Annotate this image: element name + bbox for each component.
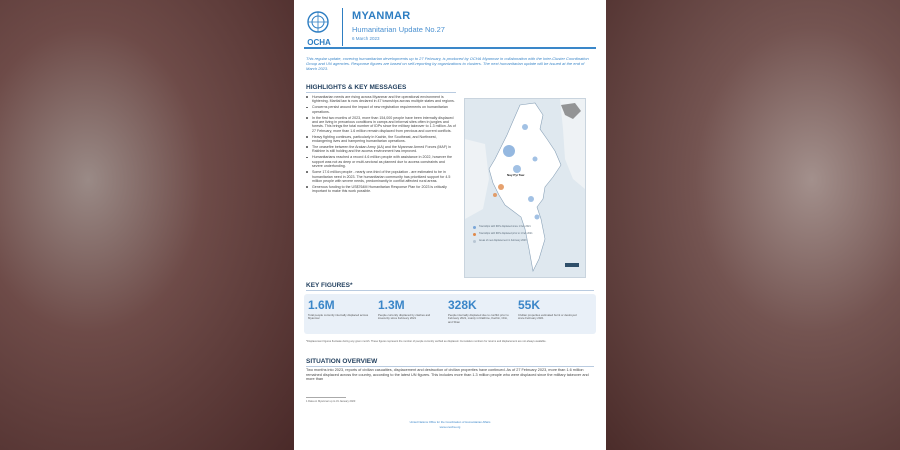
header-rule [304,47,596,49]
key-figure-desc: People currently displaced by clashes and insecurity since February 2021 [378,313,431,321]
highlights-title: HIGHLIGHTS & KEY MESSAGES [306,84,407,91]
legend-dot-icon [473,226,476,229]
highlights-list [306,95,456,195]
situation-text: Two months into 2023, reports of civilian casualties, displacement and destruction of civilian properties have continued. As of 27 February 2023, more than 1.6 million remained displaced across the country, according to the latest UN figures. This includes more than 1.3 million people who were displaced since the military takeover and more than [306,368,589,382]
background-left [0,0,294,450]
country-title: MYANMAR [352,10,411,22]
capital-label: Nay Pyi Taw [507,173,525,177]
map-legend [473,225,563,246]
highlight-item: Heavy fighting continues, particularly in Kachin, the Southeast, and Northwest, endangering lives and hampering humanitarian operations. [306,135,456,144]
key-figure [448,298,510,324]
org-logo-text: OCHA [307,38,331,47]
intro-paragraph: This regular update, covering humanitarian developments up to 27 February, is produced by OCHA Myanmar in collaboration with the Inter-Cluster Coordination Group and UN agencies. Response figures are based on self-reporting by organizations to clusters. The next humanitarian update will be issued at the end of March 2023. [306,56,589,71]
update-date: 6 March 2023 [352,36,380,41]
key-figure-desc: Total people currently internally displaced across Myanmar [308,313,369,321]
situation-title: SITUATION OVERVIEW [306,358,378,365]
un-emblem-icon [306,10,330,34]
legend-dot-icon [473,233,476,236]
header-divider [342,8,343,46]
footer-org: United Nations Office for the Coordination of Humanitarian Affairs [409,420,491,424]
key-figures-title: KEY FIGURES* [306,282,353,289]
key-figure-value: 1.6M [308,298,335,312]
document-page [294,0,606,450]
legend-item [473,239,563,242]
update-title: Humanitarian Update No.27 [352,25,445,34]
key-figures-note: *Displacement figures fluctuate during any given month. These figures represent the number of people currently verified as displaced. Cumulative numbers for returns and displacement are not always available. [306,340,547,343]
key-figure [378,298,440,321]
legend-label: Areas of new displacement in February 2023 [479,239,527,242]
situation-rule [306,366,594,367]
background-right [606,0,900,450]
legend-dot-icon [473,240,476,243]
key-figures-rule [306,290,594,291]
key-figure-desc: People internally displaced due to conflict prior to February 2021, mainly in Rakhine, Kachin, Chin, and Shan [448,313,509,324]
highlight-item: Humanitarian needs are rising across Myanmar and the operational environment is tightening. Martial law is now declared in 47 townships across multiple states and regions. [306,95,456,104]
document-header [304,8,596,48]
footer-link[interactable]: www.unocha.org [439,425,461,429]
footnote-rule [306,397,346,398]
highlight-item: Some 17.6 million people - nearly one-third of the population - are estimated to be in humanitarian need in 2023. The humanitarian community has prioritized support for 4.5 million people with severe needs, predominantly in conflict affected rural areas. [306,170,456,183]
highlight-item: Concerns persist around the impact of new registration requirements on humanitarian operations. [306,105,456,114]
legend-label: Townships with IDPs displaced prior to 1 Feb 2021 [479,232,533,235]
key-figure [518,298,580,321]
footnote: 1 Data on Myanmar up to 31 January 2023 [306,400,356,403]
key-figure [308,298,370,321]
key-figure-value: 328K [448,298,477,312]
highlights-rule [306,92,456,93]
myanmar-map-graphic [465,99,585,277]
key-figures-panel [304,294,596,334]
highlight-item: The ceasefire between the Arakan Army (AA) and the Myanmar Armed Forces (MAF) in Rakhine is still holding and the access environment has improved. [306,145,456,154]
legend-label: Townships with IDPs displaced since 1 Feb 2021 [479,225,531,228]
highlight-item: Humanitarians reached a record 4.6 million people with assistance in 2022, however the support was not as deep or multi-sectoral as planned due to access constraints and severe underfunding. [306,155,456,168]
key-figure-value: 55K [518,298,541,312]
highlight-item: In the first two months of 2023, more than 154,000 people have been internally displaced and are living in precarious conditions in camps and informal sites often in jungles and forests. This brings the total number of IDPs since the military takeover to 1.3 million. As of 27 February, more than 1.6 million remain displaced from previous and current conflicts. [306,116,456,134]
legend-item [473,225,563,228]
key-figure-desc: Civilian properties estimated burnt or destroyed since February 2021 [518,313,577,321]
key-figure-value: 1.3M [378,298,405,312]
highlight-item: Generous funding to the US$764M Humanitarian Response Plan for 2023 is critically important to make this work possible. [306,185,456,194]
displacement-map [464,98,586,278]
legend-item [473,232,563,235]
